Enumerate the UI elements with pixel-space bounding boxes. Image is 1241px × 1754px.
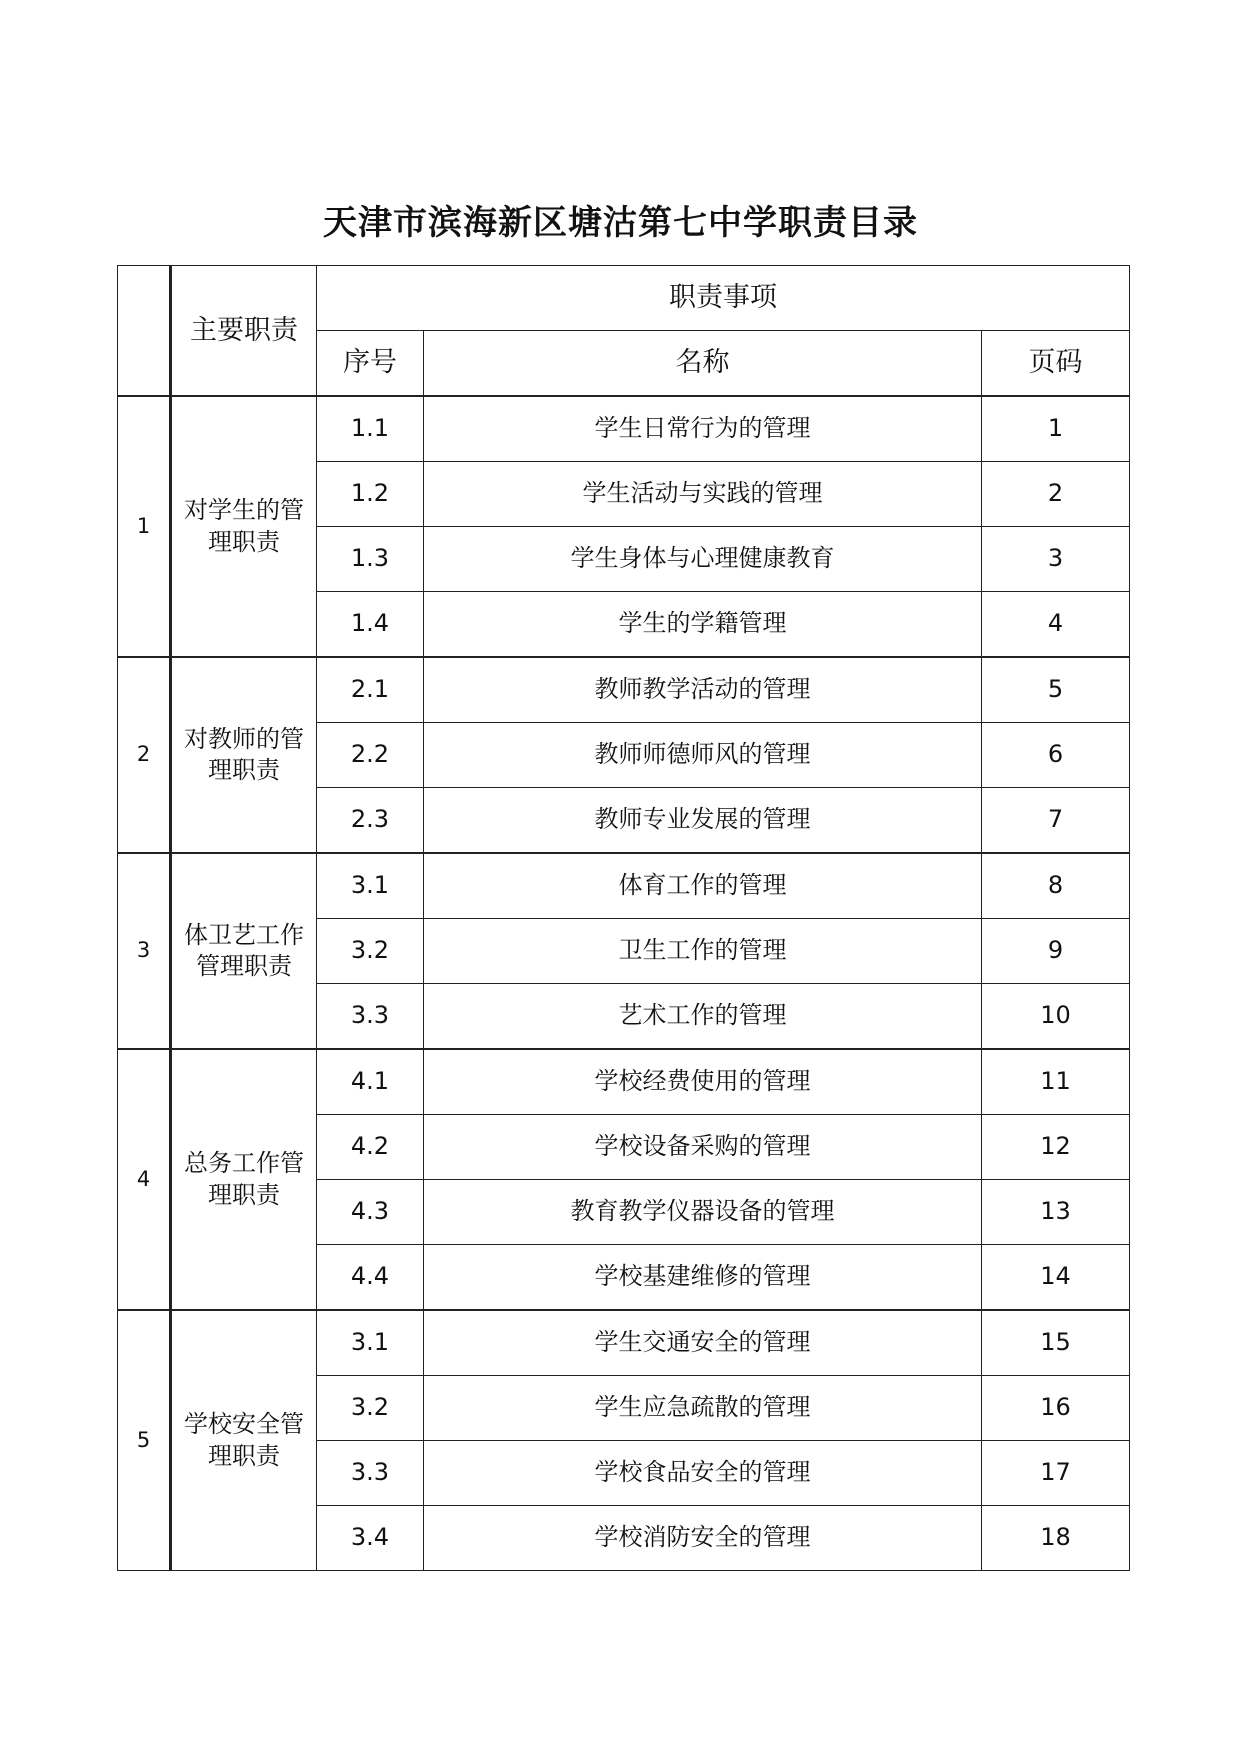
item-name: 学生身体与心理健康教育 (424, 527, 982, 592)
item-page: 6 (982, 723, 1130, 788)
item-page: 10 (982, 984, 1130, 1050)
item-seq: 3.1 (317, 1310, 424, 1376)
group-duty: 对学生的管理职责 (171, 396, 317, 657)
item-name: 学生应急疏散的管理 (424, 1376, 982, 1441)
group-duty: 体卫艺工作管理职责 (171, 853, 317, 1049)
item-name: 教师师德师风的管理 (424, 723, 982, 788)
item-name: 体育工作的管理 (424, 853, 982, 919)
duty-table-body (118, 266, 1130, 1571)
item-name: 学校设备采购的管理 (424, 1115, 982, 1180)
item-name: 学生活动与实践的管理 (424, 462, 982, 527)
item-seq: 3.3 (317, 1441, 424, 1506)
item-seq: 1.2 (317, 462, 424, 527)
group-index: 4 (118, 1049, 171, 1310)
item-page: 16 (982, 1376, 1130, 1441)
item-page: 1 (982, 396, 1130, 462)
item-seq: 1.4 (317, 592, 424, 658)
table-row (118, 396, 1130, 462)
item-page: 12 (982, 1115, 1130, 1180)
item-page: 14 (982, 1245, 1130, 1311)
item-page: 18 (982, 1506, 1130, 1571)
table-row (118, 853, 1130, 919)
item-name: 教师专业发展的管理 (424, 788, 982, 854)
item-seq: 1.1 (317, 396, 424, 462)
group-index: 2 (118, 657, 171, 853)
item-name: 学生日常行为的管理 (424, 396, 982, 462)
group-duty: 对教师的管理职责 (171, 657, 317, 853)
table-row (118, 1049, 1130, 1115)
table-header-row (118, 266, 1130, 331)
item-seq: 2.1 (317, 657, 424, 723)
item-page: 8 (982, 853, 1130, 919)
item-name: 教育教学仪器设备的管理 (424, 1180, 982, 1245)
item-name: 学校食品安全的管理 (424, 1441, 982, 1506)
group-index: 1 (118, 396, 171, 657)
item-seq: 1.3 (317, 527, 424, 592)
header-main-duty: 主要职责 (171, 266, 317, 397)
item-page: 4 (982, 592, 1130, 658)
item-seq: 4.1 (317, 1049, 424, 1115)
item-page: 17 (982, 1441, 1130, 1506)
table-row (118, 1310, 1130, 1376)
item-page: 13 (982, 1180, 1130, 1245)
item-name: 学校消防安全的管理 (424, 1506, 982, 1571)
item-page: 5 (982, 657, 1130, 723)
table-row (118, 657, 1130, 723)
item-name: 学校基建维修的管理 (424, 1245, 982, 1311)
item-name: 学生的学籍管理 (424, 592, 982, 658)
header-seq: 序号 (317, 331, 424, 397)
item-seq: 3.1 (317, 853, 424, 919)
header-duty-items: 职责事项 (317, 266, 1130, 331)
group-duty: 总务工作管理职责 (171, 1049, 317, 1310)
item-seq: 4.4 (317, 1245, 424, 1311)
header-index-cell (118, 266, 171, 397)
group-index: 5 (118, 1310, 171, 1571)
item-name: 艺术工作的管理 (424, 984, 982, 1050)
item-seq: 4.3 (317, 1180, 424, 1245)
item-seq: 3.4 (317, 1506, 424, 1571)
group-duty: 学校安全管理职责 (171, 1310, 317, 1571)
item-page: 3 (982, 527, 1130, 592)
duty-table (117, 265, 1130, 1571)
page-title: 天津市滨海新区塘沽第七中学职责目录 (323, 202, 918, 243)
header-page: 页码 (982, 331, 1130, 397)
item-page: 11 (982, 1049, 1130, 1115)
item-name: 教师教学活动的管理 (424, 657, 982, 723)
item-page: 7 (982, 788, 1130, 854)
item-name: 卫生工作的管理 (424, 919, 982, 984)
item-page: 2 (982, 462, 1130, 527)
item-seq: 4.2 (317, 1115, 424, 1180)
item-name: 学生交通安全的管理 (424, 1310, 982, 1376)
item-seq: 2.2 (317, 723, 424, 788)
item-page: 9 (982, 919, 1130, 984)
item-seq: 3.2 (317, 919, 424, 984)
item-seq: 2.3 (317, 788, 424, 854)
header-name: 名称 (424, 331, 982, 397)
item-name: 学校经费使用的管理 (424, 1049, 982, 1115)
item-seq: 3.3 (317, 984, 424, 1050)
group-index: 3 (118, 853, 171, 1049)
item-page: 15 (982, 1310, 1130, 1376)
item-seq: 3.2 (317, 1376, 424, 1441)
